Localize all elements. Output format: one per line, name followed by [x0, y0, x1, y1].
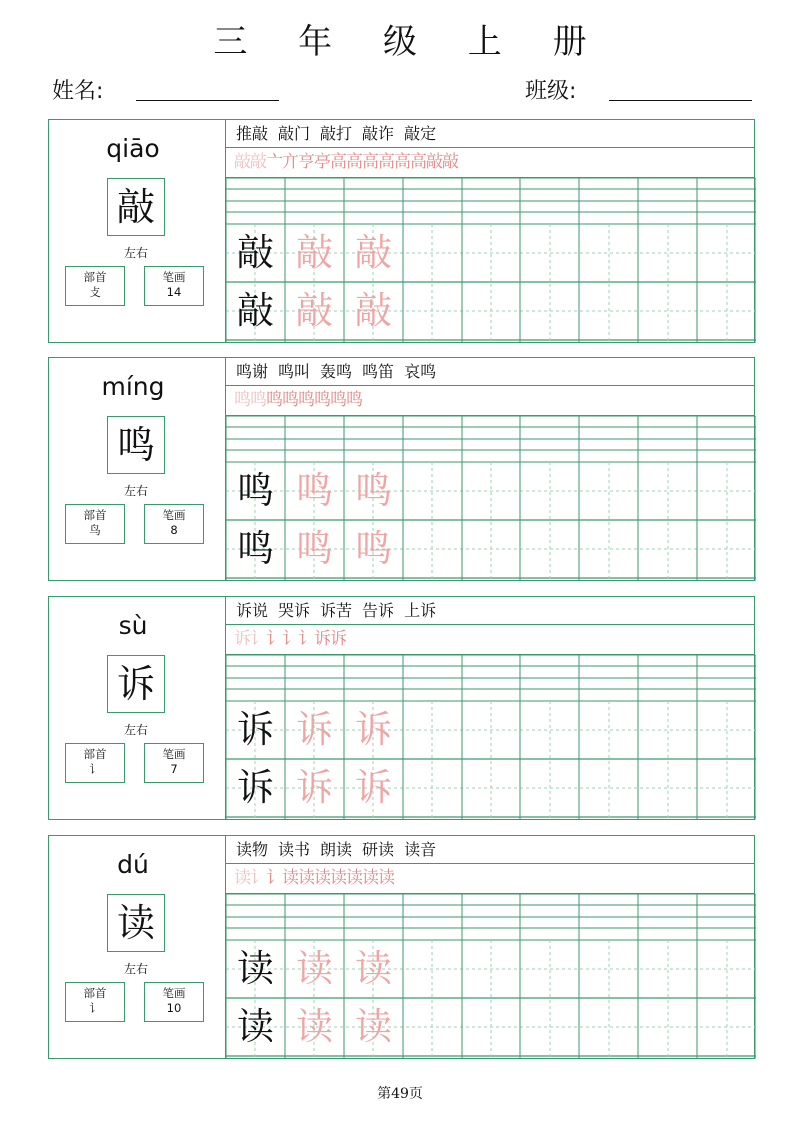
stroke-step: 读 — [282, 868, 298, 888]
vocab-word: 轰鸣 — [320, 362, 353, 381]
practice-area — [225, 836, 755, 1058]
trace-char: 诉 — [296, 708, 333, 751]
strokes-value: 7 — [170, 762, 178, 776]
vocab-word: 敲诈 — [362, 124, 395, 143]
stroke-step: 鸣 — [330, 390, 346, 410]
trace-char: 诉 — [355, 708, 392, 751]
stroke-step: 讠 — [298, 629, 314, 649]
trace-char: 读 — [296, 1005, 333, 1048]
structure-label: 左右 — [123, 484, 148, 498]
vocab-word: 推敲 — [236, 124, 269, 143]
trace-char: 读 — [355, 1005, 392, 1048]
trace-char: 诉 — [355, 766, 392, 809]
stroke-step: 高 — [362, 152, 378, 172]
practice-area — [225, 120, 755, 342]
char-info-panel — [49, 358, 225, 580]
strokes-box — [144, 266, 204, 306]
stroke-step: 亭 — [314, 152, 330, 172]
stroke-step: 亨 — [298, 152, 314, 172]
stroke-step: 高 — [378, 152, 394, 172]
practice-area — [225, 358, 755, 580]
strokes-label: 笔画 — [162, 986, 186, 1000]
radical-box — [65, 504, 125, 544]
stroke-step: 讠 — [250, 868, 266, 888]
radical-value: 攴 — [89, 285, 101, 299]
pinyin: sù — [118, 611, 148, 640]
stroke-step: 高 — [346, 152, 362, 172]
vocab-word: 敲定 — [404, 124, 437, 143]
stroke-step: 亣 — [282, 152, 298, 172]
strokes-value: 10 — [166, 1001, 182, 1015]
vocab-word: 哀鸣 — [404, 362, 437, 381]
trace-char: 鸣 — [355, 469, 392, 512]
vocab-word: 诉苦 — [320, 601, 353, 620]
stroke-step: 讠 — [266, 868, 282, 888]
stroke-step: 敲 — [442, 152, 458, 172]
stroke-order-row — [226, 386, 755, 416]
page-title: 三 年 级 上 册 — [213, 22, 607, 62]
stroke-order-row — [226, 148, 755, 178]
trace-char: 鸣 — [355, 527, 392, 570]
model-char: 读 — [237, 1005, 274, 1048]
stroke-step: 诉 — [314, 629, 330, 649]
vocab-row — [226, 597, 755, 625]
vocab-word: 读音 — [404, 840, 437, 859]
stroke-step: 高 — [394, 152, 410, 172]
stroke-step: 读 — [234, 868, 250, 888]
radical-value: 鸟 — [89, 523, 101, 537]
radical-label: 部首 — [83, 986, 107, 1000]
practice-area — [225, 597, 755, 819]
pinyin: qiāo — [106, 134, 160, 163]
stroke-step: 鸣 — [266, 390, 282, 410]
trace-char: 敲 — [296, 231, 333, 274]
character-block — [48, 596, 755, 820]
vocab-word: 鸣笛 — [362, 362, 395, 381]
model-char: 读 — [237, 947, 274, 990]
stroke-step: 读 — [314, 868, 330, 888]
trace-char: 诉 — [296, 766, 333, 809]
radical-box — [65, 266, 125, 306]
character-block — [48, 119, 755, 343]
stroke-step: 讠 — [282, 629, 298, 649]
character-block — [48, 835, 755, 1059]
structure-label: 左右 — [123, 962, 148, 976]
radical-box — [65, 743, 125, 783]
vocab-word: 告诉 — [362, 601, 395, 620]
stroke-step: 讠 — [250, 629, 266, 649]
stroke-step: 诉 — [330, 629, 346, 649]
stroke-step: 鸣 — [314, 390, 330, 410]
vocab-word: 敲打 — [320, 124, 353, 143]
stroke-order-row — [226, 625, 755, 655]
pinyin: míng — [101, 372, 165, 401]
stroke-step: 读 — [378, 868, 394, 888]
strokes-value: 8 — [170, 523, 178, 537]
stroke-step: 敲 — [234, 152, 250, 172]
stroke-step: 敲 — [250, 152, 266, 172]
stroke-step: 鸣 — [282, 390, 298, 410]
stroke-step: 高 — [330, 152, 346, 172]
vocab-row — [226, 358, 755, 386]
stroke-step: 读 — [330, 868, 346, 888]
radical-label: 部首 — [83, 270, 107, 284]
model-char: 诉 — [237, 766, 274, 809]
stroke-step: 敲 — [426, 152, 442, 172]
model-char: 敲 — [237, 231, 274, 274]
stroke-step: 读 — [298, 868, 314, 888]
character-block — [48, 357, 755, 581]
vocab-row — [226, 836, 755, 864]
trace-char: 敲 — [355, 289, 392, 332]
stroke-step: 高 — [410, 152, 426, 172]
char-info-panel — [49, 120, 225, 342]
vocab-word: 诉说 — [236, 601, 269, 620]
vocab-word: 鸣叫 — [278, 362, 311, 381]
vocab-word: 研读 — [362, 840, 395, 859]
vocab-word: 读物 — [236, 840, 269, 859]
radical-label: 部首 — [83, 747, 107, 761]
vocab-word: 读书 — [278, 840, 311, 859]
stroke-step: 鸣 — [250, 390, 266, 410]
main-char: 敲 — [107, 178, 165, 236]
char-info-panel — [49, 836, 225, 1058]
vocab-word: 上诉 — [404, 601, 437, 620]
name-field[interactable] — [136, 100, 279, 101]
strokes-box — [144, 504, 204, 544]
trace-char: 读 — [355, 947, 392, 990]
strokes-label: 笔画 — [162, 508, 186, 522]
vocab-row — [226, 120, 755, 148]
trace-char: 敲 — [296, 289, 333, 332]
trace-char: 鸣 — [296, 527, 333, 570]
model-char: 诉 — [237, 708, 274, 751]
vocab-word: 哭诉 — [278, 601, 311, 620]
stroke-step: 亠 — [266, 152, 282, 172]
main-char: 鸣 — [107, 416, 165, 474]
trace-char: 敲 — [355, 231, 392, 274]
strokes-box — [144, 743, 204, 783]
strokes-box — [144, 982, 204, 1022]
radical-value: 讠 — [89, 762, 101, 776]
main-char: 读 — [107, 894, 165, 952]
class-field[interactable] — [609, 100, 752, 101]
strokes-label: 笔画 — [162, 270, 186, 284]
strokes-label: 笔画 — [162, 747, 186, 761]
trace-char: 鸣 — [296, 469, 333, 512]
trace-char: 读 — [296, 947, 333, 990]
stroke-step: 诉 — [234, 629, 250, 649]
structure-label: 左右 — [123, 723, 148, 737]
stroke-step: 鸣 — [234, 390, 250, 410]
model-char: 鸣 — [237, 469, 274, 512]
page-number: 第49页 — [377, 1086, 423, 1102]
stroke-step: 鸣 — [298, 390, 314, 410]
name-label: 姓名: — [52, 79, 104, 104]
model-char: 敲 — [237, 289, 274, 332]
class-label: 班级: — [525, 79, 577, 104]
main-char: 诉 — [107, 655, 165, 713]
strokes-value: 14 — [166, 285, 182, 299]
vocab-word: 朗读 — [320, 840, 353, 859]
model-char: 鸣 — [237, 527, 274, 570]
structure-label: 左右 — [123, 246, 148, 260]
char-info-panel — [49, 597, 225, 819]
vocab-word: 敲门 — [278, 124, 311, 143]
radical-label: 部首 — [83, 508, 107, 522]
stroke-step: 读 — [362, 868, 378, 888]
vocab-word: 鸣谢 — [236, 362, 269, 381]
stroke-step: 讠 — [266, 629, 282, 649]
radical-value: 讠 — [89, 1001, 101, 1015]
stroke-step: 读 — [346, 868, 362, 888]
pinyin: dú — [117, 850, 149, 879]
radical-box — [65, 982, 125, 1022]
stroke-order-row — [226, 864, 755, 894]
stroke-step: 鸣 — [346, 390, 362, 410]
